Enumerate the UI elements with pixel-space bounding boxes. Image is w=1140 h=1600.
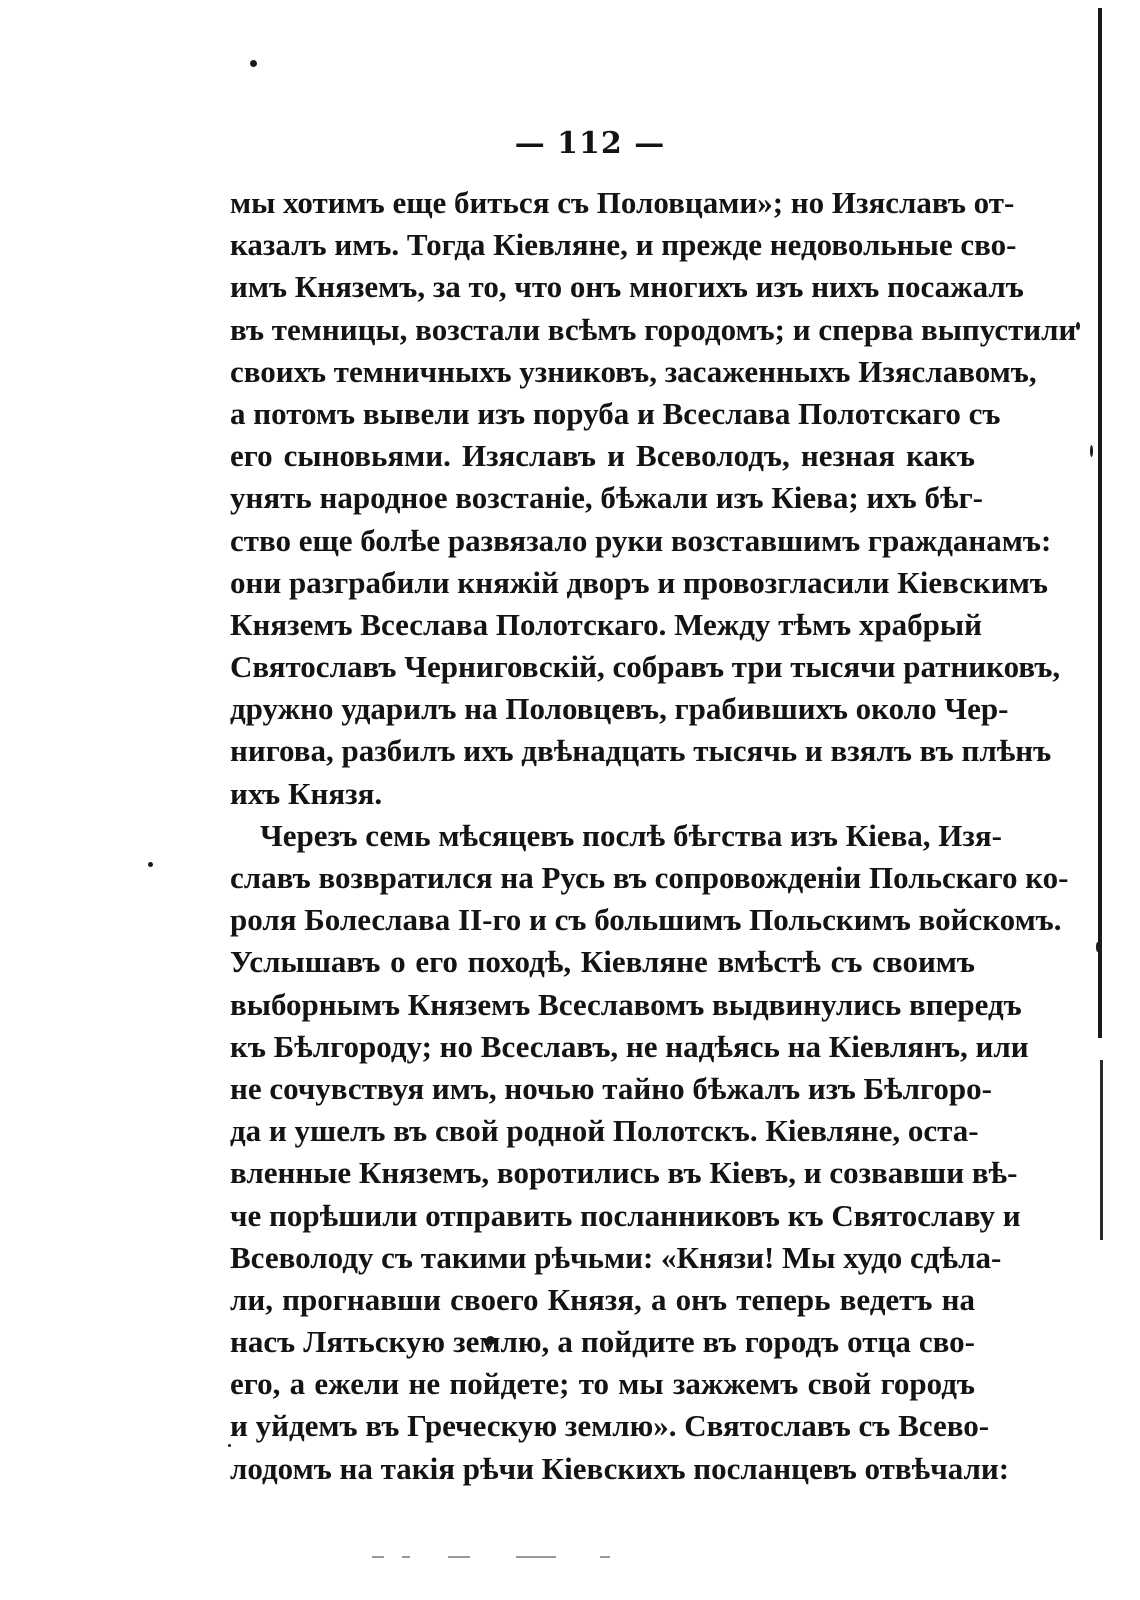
text-line: къ Бѣлгороду; но Всеславъ, не надѣясь на Кіевлянъ, или: [230, 1028, 1029, 1064]
bottom-dust: [402, 1556, 410, 1558]
text-line: Всеволоду съ такими рѣчьми: «Князи! Мы худо сдѣла-: [230, 1239, 1002, 1275]
page-number: — 112 —: [514, 126, 666, 161]
text-line: его, а ежели не пойдете; то мы зажжемъ свой городъ: [230, 1366, 975, 1402]
print-speck: [1076, 322, 1080, 330]
text-line: своихъ темничныхъ узниковъ, засаженныхъ Изяславомъ,: [230, 353, 1037, 389]
text-line: казалъ имъ. Тогда Кіевляне, и прежде недовольные сво-: [230, 227, 1017, 263]
text-line: унять народное возстаніе, бѣжали изъ Кіева; ихъ бѣг-: [230, 480, 983, 516]
text-line: Черезъ семь мѣсяцевъ послѣ бѣгства изъ Кіева, Изя-: [260, 817, 1002, 853]
text-line: ство еще болѣе развязало руки возставшимъ гражданамъ:: [230, 522, 1052, 558]
bottom-dust: [516, 1556, 556, 1558]
text-line: роля Болеслава II-го и съ большимъ Польскимъ войскомъ.: [230, 902, 1062, 938]
text-line: не сочувствуя имъ, ночью тайно бѣжалъ изъ Бѣлгоро-: [230, 1070, 992, 1106]
text-line: че порѣшили отправить посланниковъ къ Святославу и: [230, 1197, 1021, 1233]
print-speck: [1090, 445, 1093, 457]
text-line: ли, прогнавши своего Князя, а онъ теперь ведетъ на: [230, 1281, 975, 1317]
body-text: [230, 182, 1077, 1490]
text-line: Святославъ Черниговскій, собравъ три тысячи ратниковъ,: [230, 649, 1061, 685]
page-edge-line: [1098, 8, 1102, 1038]
text-line: вленные Княземъ, воротились въ Кіевъ, и созвавши вѣ-: [230, 1155, 1018, 1191]
text-line: а потомъ вывели изъ поруба и Всеслава Полотскаго съ: [230, 395, 1001, 431]
text-line: и уйдемъ въ Греческую землю». Святославъ съ Всево-: [230, 1408, 990, 1444]
text-line: насъ Лятьскую землю, а пойдите въ городъ отца сво-: [230, 1324, 975, 1360]
text-line: славъ возвратился на Русь въ сопровожденіи Польскаго ко-: [230, 860, 1069, 895]
print-speck: [250, 60, 257, 67]
print-speck: [1096, 942, 1099, 952]
text-line: они разграбили княжій дворъ и провозгласили Кіевскимъ: [230, 564, 1048, 600]
text-line: ихъ Князя.: [230, 775, 383, 811]
bottom-dust: [448, 1556, 470, 1558]
text-line: Княземъ Всеслава Полотскаго. Между тѣмъ храбрый: [230, 606, 982, 642]
text-line: его сыновьями. Изяславъ и Всеволодъ, незная какъ: [230, 438, 975, 474]
text-line: выборнымъ Княземъ Всеславомъ выдвинулись впередъ: [230, 986, 1022, 1022]
text-line: имъ Княземъ, за то, что онъ многихъ изъ нихъ посажалъ: [230, 269, 1024, 305]
text-line: да и ушелъ въ свой родной Полотскъ. Кіевляне, оста-: [230, 1113, 979, 1149]
text-line: Услышавъ о его походѣ, Кіевляне вмѣстѣ съ своимъ: [230, 944, 975, 980]
text-line: дружно ударилъ на Половцевъ, грабившихъ около Чер-: [230, 691, 1009, 727]
bottom-dust: [372, 1556, 384, 1558]
print-speck: [148, 862, 153, 867]
text-line: въ темницы, возстали всѣмъ городомъ; и сперва выпустили: [230, 311, 1077, 347]
text-line: мы хотимъ еще биться съ Половцами»; но Изяславъ от-: [230, 185, 1015, 220]
page-edge-line-lower: [1100, 1060, 1103, 1240]
text-line: лодомъ на такія рѣчи Кіевскихъ посланцевъ отвѣчали:: [230, 1450, 1010, 1486]
bottom-dust: [600, 1556, 610, 1558]
text-line: нигова, разбилъ ихъ двѣнадцать тысячь и взялъ въ плѣнъ: [230, 733, 1052, 769]
